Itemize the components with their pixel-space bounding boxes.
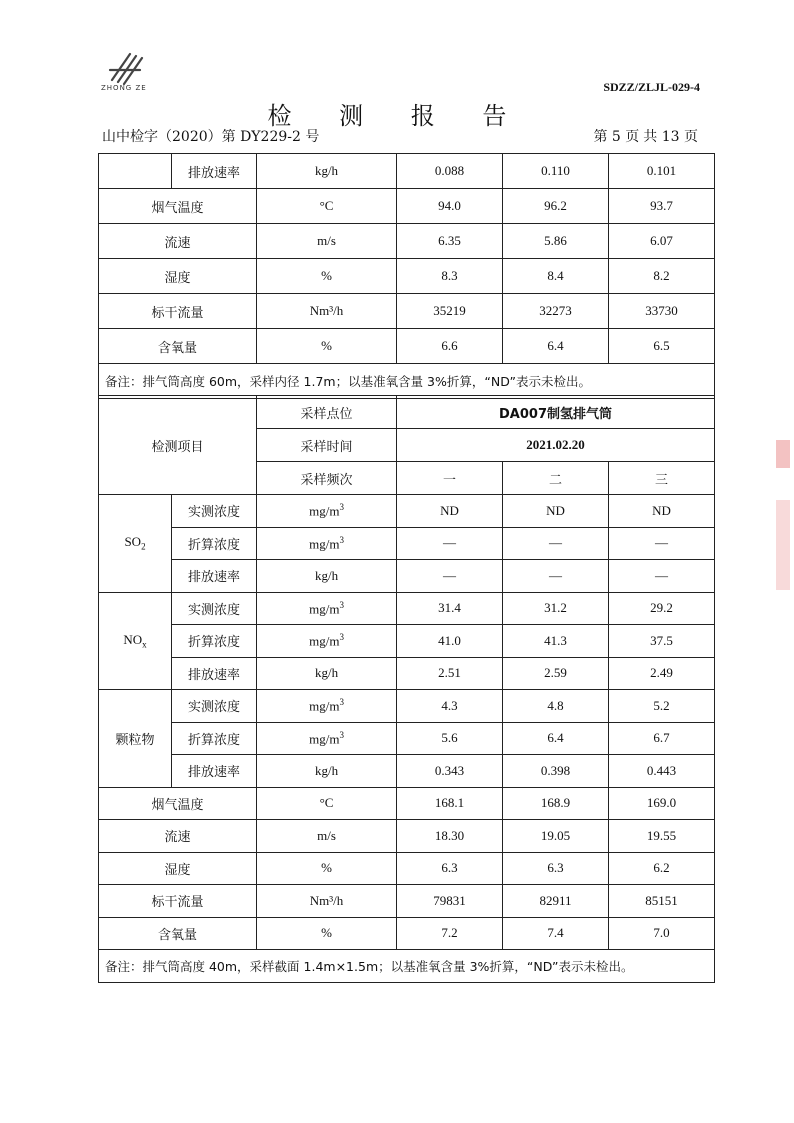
parameter-name: 折算浓度 <box>172 722 257 755</box>
table-row <box>99 495 715 528</box>
unit-text: mg/m <box>309 600 340 616</box>
value-2: 6.3 <box>503 852 609 885</box>
page-current: 第 5 页 <box>593 129 640 145</box>
value-2: 19.05 <box>503 820 609 853</box>
table-row <box>99 917 715 950</box>
unit: % <box>257 329 397 364</box>
parameter-name: 排放速率 <box>172 657 257 690</box>
pollutant-subscript: x <box>142 639 147 650</box>
value-2: 6.4 <box>503 722 609 755</box>
report-number: 山中检字（2020）第 DY229-2 号 <box>102 129 320 145</box>
unit: kg/h <box>257 154 397 189</box>
value-1: — <box>397 560 503 593</box>
table-row <box>99 852 715 885</box>
unit: % <box>257 259 397 294</box>
results-table-2 <box>98 395 715 983</box>
value-3: 29.2 <box>609 592 715 625</box>
unit <box>257 625 397 658</box>
unit: % <box>257 917 397 950</box>
table-row <box>99 294 715 329</box>
unit: Nm³/h <box>257 294 397 329</box>
value-3: 6.7 <box>609 722 715 755</box>
pollutant-label: SO <box>124 534 142 550</box>
parameter-name: 湿度 <box>99 259 257 294</box>
sampling-point-label: 采样点位 <box>257 396 397 429</box>
pollutant-name <box>99 495 172 593</box>
parameter-name: 排放速率 <box>172 154 257 189</box>
value-3: 0.101 <box>609 154 715 189</box>
value-1: 4.3 <box>397 690 503 723</box>
unit-superscript: 3 <box>339 502 344 513</box>
value-2: 0.398 <box>503 755 609 788</box>
parameter-name: 含氧量 <box>99 917 257 950</box>
document-code: SDZZ/ZLJL-029-4 <box>603 80 700 94</box>
value-1: 8.3 <box>397 259 503 294</box>
value-1: 6.3 <box>397 852 503 885</box>
unit-superscript: 3 <box>339 534 344 545</box>
frequency-1: 一 <box>397 462 503 495</box>
unit <box>257 527 397 560</box>
value-1: 0.343 <box>397 755 503 788</box>
parameter-name: 实测浓度 <box>172 592 257 625</box>
value-2: 8.4 <box>503 259 609 294</box>
value-2: 82911 <box>503 885 609 918</box>
parameter-name: 流速 <box>99 224 257 259</box>
unit-text: mg/m <box>309 730 340 746</box>
value-3: — <box>609 560 715 593</box>
parameter-name: 排放速率 <box>172 560 257 593</box>
table-row <box>99 690 715 723</box>
unit <box>257 592 397 625</box>
table-header-row <box>99 396 715 429</box>
value-1: 79831 <box>397 885 503 918</box>
note-row <box>99 950 715 983</box>
parameter-name: 烟气温度 <box>99 787 257 820</box>
table-row <box>99 657 715 690</box>
value-2: 32273 <box>503 294 609 329</box>
value-2: 7.4 <box>503 917 609 950</box>
parameter-name: 标干流量 <box>99 885 257 918</box>
value-1: — <box>397 527 503 560</box>
sampling-point-value: DA007制氢排气筒 <box>397 396 715 429</box>
table-row <box>99 885 715 918</box>
value-3: 33730 <box>609 294 715 329</box>
table-row <box>99 224 715 259</box>
parameter-name: 湿度 <box>99 852 257 885</box>
table-row <box>99 820 715 853</box>
parameter-name: 流速 <box>99 820 257 853</box>
value-1: 0.088 <box>397 154 503 189</box>
value-2: — <box>503 560 609 593</box>
parameter-name: 折算浓度 <box>172 527 257 560</box>
unit: m/s <box>257 820 397 853</box>
value-1: 31.4 <box>397 592 503 625</box>
value-2: ND <box>503 495 609 528</box>
unit <box>257 495 397 528</box>
pollutant-label: NO <box>123 631 143 647</box>
table-note: 备注：排气筒高度 60m，采样内径 1.7m；以基准氧含量 3%折算，“ND”表示未检出。 <box>99 364 715 399</box>
unit-text: mg/m <box>309 535 340 551</box>
value-2: 168.9 <box>503 787 609 820</box>
value-3: 8.2 <box>609 259 715 294</box>
table-row <box>99 154 715 189</box>
value-2: 5.86 <box>503 224 609 259</box>
value-3: 6.2 <box>609 852 715 885</box>
value-3: — <box>609 527 715 560</box>
table-row <box>99 592 715 625</box>
parameter-name: 折算浓度 <box>172 625 257 658</box>
table-row <box>99 189 715 224</box>
value-1: 168.1 <box>397 787 503 820</box>
value-2: — <box>503 527 609 560</box>
value-1: 18.30 <box>397 820 503 853</box>
pollutant-subscript: 2 <box>141 542 146 553</box>
value-1: 94.0 <box>397 189 503 224</box>
value-3: 169.0 <box>609 787 715 820</box>
table-row <box>99 560 715 593</box>
value-1: 6.6 <box>397 329 503 364</box>
value-3: 0.443 <box>609 755 715 788</box>
parameter-name: 标干流量 <box>99 294 257 329</box>
parameter-name: 排放速率 <box>172 755 257 788</box>
value-2: 96.2 <box>503 189 609 224</box>
unit: Nm³/h <box>257 885 397 918</box>
note-row <box>99 364 715 399</box>
pollutant-name <box>99 592 172 690</box>
value-3: 85151 <box>609 885 715 918</box>
unit <box>257 690 397 723</box>
value-2: 41.3 <box>503 625 609 658</box>
table-row <box>99 259 715 294</box>
sampling-time-value: 2021.02.20 <box>397 429 715 462</box>
edge-stamp-mark <box>776 440 790 468</box>
table-note: 备注：排气筒高度 40m，采样截面 1.4m×1.5m；以基准氧含量 3%折算，“ND”表示未检出。 <box>99 950 715 983</box>
unit <box>257 722 397 755</box>
parameter-name: 含氧量 <box>99 329 257 364</box>
value-1: 2.51 <box>397 657 503 690</box>
value-3: 37.5 <box>609 625 715 658</box>
unit-text: mg/m <box>309 633 340 649</box>
unit-superscript: 3 <box>339 599 344 610</box>
value-1: 5.6 <box>397 722 503 755</box>
value-3: 6.5 <box>609 329 715 364</box>
unit: °C <box>257 787 397 820</box>
value-3: 19.55 <box>609 820 715 853</box>
unit-superscript: 3 <box>339 632 344 643</box>
value-2: 6.4 <box>503 329 609 364</box>
logo-text: ZHONG ZE <box>101 84 147 92</box>
group-cell <box>99 154 172 189</box>
value-1: 41.0 <box>397 625 503 658</box>
sampling-time-label: 采样时间 <box>257 429 397 462</box>
page-number <box>589 126 698 146</box>
unit: °C <box>257 189 397 224</box>
value-1: 6.35 <box>397 224 503 259</box>
table-row <box>99 755 715 788</box>
value-2: 0.110 <box>503 154 609 189</box>
unit <box>257 560 397 593</box>
parameter-name: 烟气温度 <box>99 189 257 224</box>
value-3: 93.7 <box>609 189 715 224</box>
value-2: 2.59 <box>503 657 609 690</box>
value-3: 6.07 <box>609 224 715 259</box>
unit: m/s <box>257 224 397 259</box>
unit-text: kg/h <box>314 665 339 681</box>
value-3: 2.49 <box>609 657 715 690</box>
table-row <box>99 527 715 560</box>
unit-superscript: 3 <box>339 697 344 708</box>
results-table-1 <box>98 153 715 399</box>
frequency-3: 三 <box>609 462 715 495</box>
item-header: 检测项目 <box>99 396 257 495</box>
table-row <box>99 625 715 658</box>
unit-text: kg/h <box>314 762 339 778</box>
value-3: 7.0 <box>609 917 715 950</box>
parameter-name: 实测浓度 <box>172 495 257 528</box>
unit-superscript: 3 <box>339 729 344 740</box>
unit: % <box>257 852 397 885</box>
value-3: ND <box>609 495 715 528</box>
value-1: 35219 <box>397 294 503 329</box>
table-row <box>99 722 715 755</box>
value-2: 31.2 <box>503 592 609 625</box>
unit <box>257 755 397 788</box>
unit-text: mg/m <box>309 503 340 519</box>
parameter-name: 实测浓度 <box>172 690 257 723</box>
unit <box>257 657 397 690</box>
table-row <box>99 787 715 820</box>
page-total: 共 13 页 <box>643 129 698 145</box>
pollutant-label: 颗粒物 <box>115 731 155 747</box>
value-3: 5.2 <box>609 690 715 723</box>
page-title: 检 测 报 告 <box>267 102 527 130</box>
table-row <box>99 329 715 364</box>
value-2: 4.8 <box>503 690 609 723</box>
pollutant-name <box>99 690 172 788</box>
value-1: 7.2 <box>397 917 503 950</box>
value-1: ND <box>397 495 503 528</box>
unit-text: kg/h <box>314 567 339 583</box>
sampling-frequency-label: 采样频次 <box>257 462 397 495</box>
unit-text: mg/m <box>309 698 340 714</box>
edge-stamp-mark <box>776 500 790 590</box>
frequency-2: 二 <box>503 462 609 495</box>
